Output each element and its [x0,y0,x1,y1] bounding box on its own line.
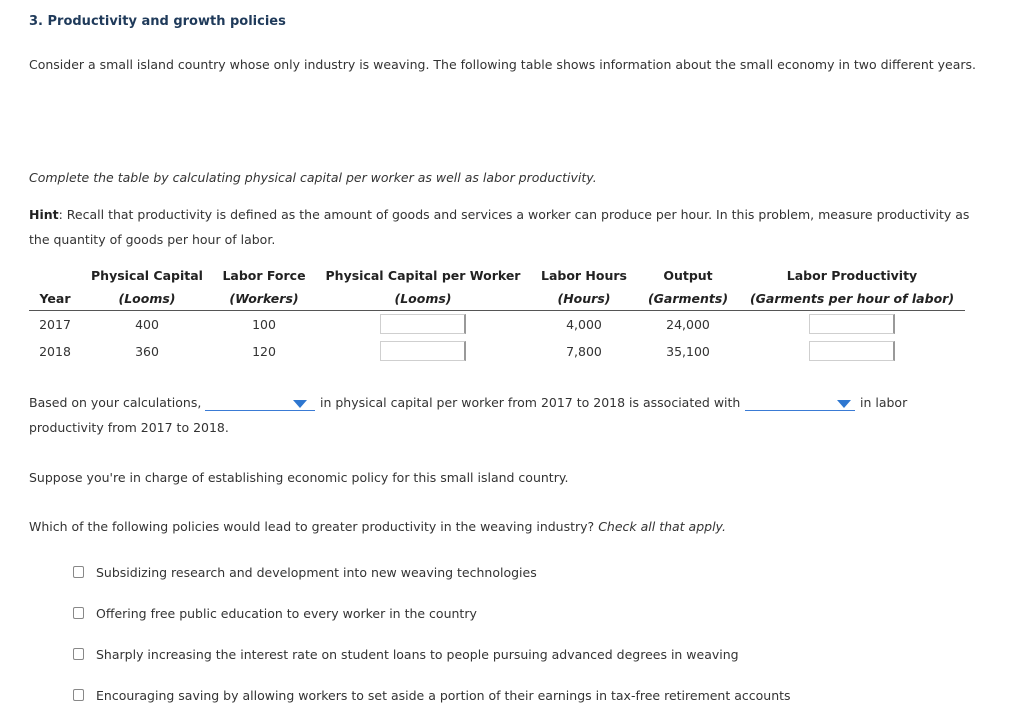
header-output-unit: (Garments) [647,291,729,306]
hint-label: Hint [29,207,59,222]
option-label[interactable]: Sharply increasing the interest rate on student loans to people pursuing advanced degrees in weaving [96,647,739,662]
cell-physical-capital: 360 [135,344,159,359]
header-output: Output [663,268,713,283]
hint-line-2: the quantity of goods per hour of labor. [29,232,276,247]
cell-output: 35,100 [666,344,710,359]
sentence-part-3: in labor [860,395,908,410]
productivity-change-dropdown[interactable] [745,398,855,411]
input-labor-productivity-2017[interactable] [809,314,895,334]
header-capital-per-worker: Physical Capital per Worker [325,268,521,283]
cell-labor-force: 100 [252,317,276,332]
option-checkbox[interactable] [73,648,84,660]
hint-text-1: : Recall that productivity is defined as the amount of goods and services a worker can produce per hour. In this problem, measure productivity as [58,207,970,222]
header-labor-force: Labor Force [222,268,306,283]
header-physical-capital-unit: (Looms) [118,291,176,306]
header-capital-per-worker-unit: (Looms) [394,291,452,306]
header-labor-productivity: Labor Productivity [786,268,918,283]
header-labor-hours-unit: (Hours) [557,291,611,306]
capital-change-dropdown[interactable] [205,398,315,411]
header-year: Year [39,291,71,306]
instruction-em: Complete the table by calculating physical capital per worker as well as labor productivity. [29,170,597,185]
table-header-rule [29,310,965,311]
sentence-part-4: productivity from 2017 to 2018. [29,420,229,435]
option-checkbox[interactable] [73,566,84,578]
page-title: 3. Productivity and growth policies [29,14,286,29]
hint-line-1 [29,207,969,222]
header-physical-capital: Physical Capital [91,268,203,283]
input-capital-per-worker-2018[interactable] [380,341,466,361]
cell-physical-capital: 400 [135,317,159,332]
chevron-down-icon [837,400,851,408]
cell-year: 2017 [39,317,71,332]
policy-intro: Suppose you're in charge of establishing economic policy for this small island country. [29,470,569,485]
input-capital-per-worker-2017[interactable] [380,314,466,334]
cell-labor-force: 120 [252,344,276,359]
input-labor-productivity-2018[interactable] [809,341,895,361]
option-label[interactable]: Subsidizing research and development into new weaving technologies [96,565,537,580]
option-label[interactable]: Encouraging saving by allowing workers to set aside a portion of their earnings in tax-free retirement accounts [96,688,791,703]
option-checkbox[interactable] [73,607,84,619]
cell-labor-hours: 4,000 [566,317,602,332]
chevron-down-icon [293,400,307,408]
option-checkbox[interactable] [73,689,84,701]
option-label[interactable]: Offering free public education to every worker in the country [96,606,477,621]
question-text [29,519,726,534]
question-main: Which of the following policies would lead to greater productivity in the weaving industry? [29,519,595,534]
sentence-part-1: Based on your calculations, [29,395,202,410]
cell-year: 2018 [39,344,71,359]
header-labor-productivity-unit: (Garments per hour of labor) [749,291,955,306]
intro-text: Consider a small island country whose only industry is weaving. The following table shows information about the small economy in two different years. [29,57,977,72]
header-labor-hours: Labor Hours [540,268,627,283]
sentence-part-2: in physical capital per worker from 2017 to 2018 is associated with [320,395,741,410]
question-emphasis: Check all that apply. [598,519,726,534]
instruction-text [29,170,597,185]
cell-output: 24,000 [666,317,710,332]
header-labor-force-unit: (Workers) [229,291,299,306]
cell-labor-hours: 7,800 [566,344,602,359]
